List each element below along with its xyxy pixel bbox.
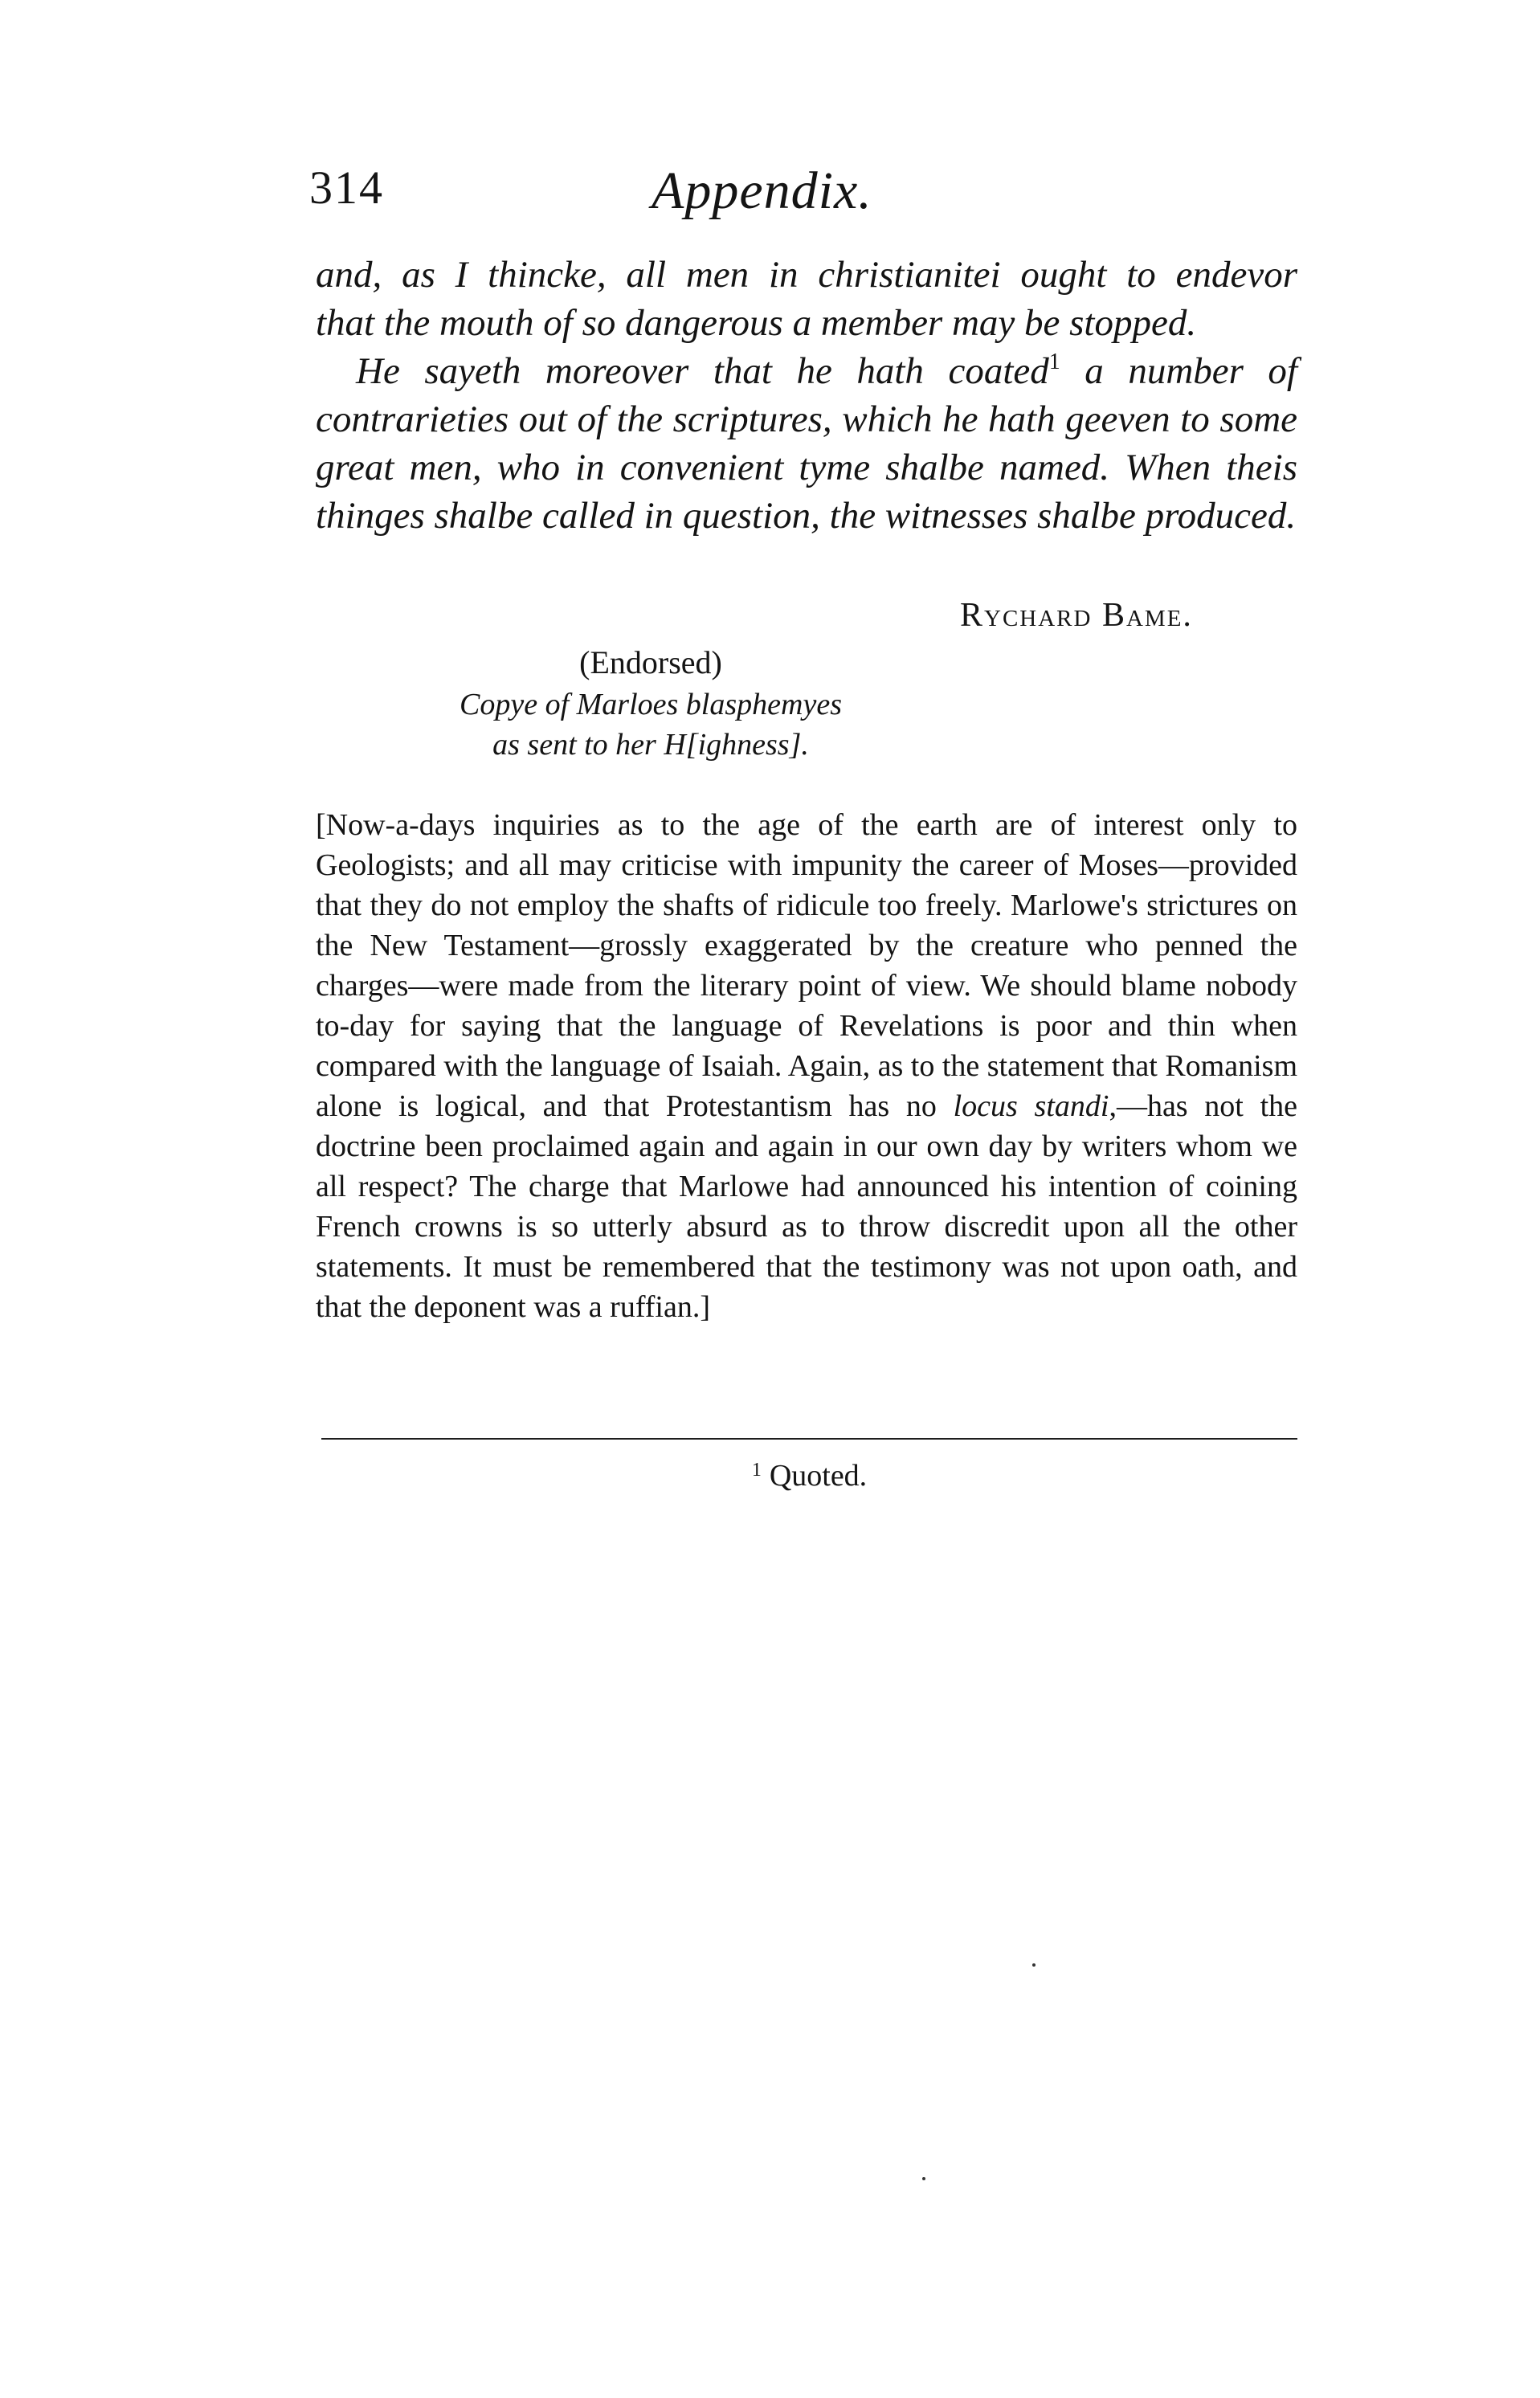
- deposition-line: that the mouth of so dangerous a member may be stopped.: [316, 302, 1197, 344]
- signature: Rychard Bame.: [960, 597, 1193, 634]
- commentary-end: ,—has not the doctrine been proclaimed again and again in our own day by writers whom we all respect? The charge that Marlowe had announced his intention of coining French crowns is so utterly absurd as to throw discredit upon all the other statements. It must be remembered that the testimony was not upon oath, and that the deponent was a ruffian.]: [316, 1089, 1297, 1324]
- footnote-text: Quoted.: [769, 1459, 868, 1493]
- footnote-reference: 1: [1048, 349, 1060, 374]
- deposition-paragraph: [316, 347, 1297, 540]
- commentary-start: [Now-a-days inquiries as to the age of the earth are of interest only to Geologists; and all may criticise with impunity the career of Moses—provided that they do not employ the shafts of ridicule too freely. Marlowe's strictures on the New Testament—grossly exaggerated by the creature who penned the charges—were made from the literary point of view. We should blame nobody to-day for saying that the language of Revelations is poor and thin when compared with the language of Isaiah. Again, as to the statement that Romanism alone is logical, and that Protestantism has no: [316, 808, 1298, 1123]
- print-speck: [922, 2177, 925, 2180]
- page-header: [309, 161, 1305, 233]
- endorsement: [370, 641, 932, 765]
- footnote-divider: [321, 1438, 1297, 1440]
- commentary-paragraph: [316, 805, 1297, 1327]
- deposition-line: and, as I thincke, all men in christianitei ought to endevor: [316, 254, 1297, 296]
- endorsed-label: (Endorsed): [579, 644, 722, 680]
- deposition-paragraph-start: He sayeth moreover that he hath coated: [356, 350, 1049, 392]
- deposition-text: [316, 251, 1297, 540]
- page-number: 314: [309, 161, 384, 214]
- running-head: Appendix.: [652, 161, 872, 220]
- commentary-text: [316, 805, 1297, 1327]
- footnote: [321, 1458, 1297, 1493]
- endorsed-line: as sent to her H[ighness].: [492, 728, 809, 762]
- latin-phrase: locus standi: [953, 1089, 1109, 1123]
- print-speck: [1032, 1963, 1036, 1967]
- endorsed-line: Copye of Marloes blasphemyes: [460, 688, 842, 721]
- deposition-paragraph-end: a number of contrarieties out of the scriptures, which he hath geeven to some great men, who in convenient tyme shalbe named. When theis thinges shalbe called in question, the witnesses shalbe produced.: [316, 350, 1297, 537]
- footnote-marker: 1: [751, 1460, 762, 1481]
